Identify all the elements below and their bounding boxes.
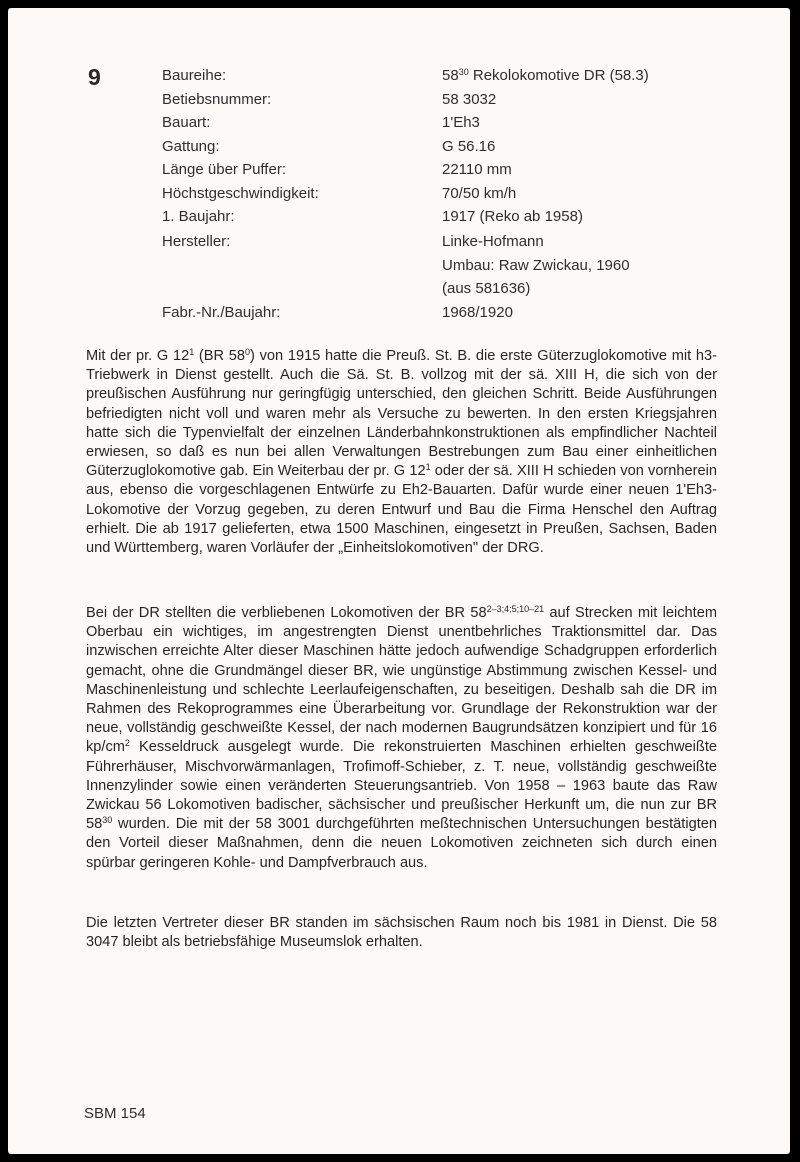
spec-value-bauart: 1'Eh3 <box>442 114 480 131</box>
spec-value-umbau: Umbau: Raw Zwickau, 1960 <box>442 257 630 274</box>
footer-code: SBM 154 <box>84 1105 146 1122</box>
spec-value-betriebsnummer: 58 3032 <box>442 91 497 108</box>
spec-value-baureihe: $58^{30}$ Rekolokomotive DR (58.3) <box>442 67 649 84</box>
spec-value-gattung: G 56.16 <box>442 138 496 155</box>
spec-value-fabr: 1968/1920 <box>442 304 513 321</box>
paragraph-reko: Bei der DR stellten die verbliebenen Lokomotiven der BR 58$^{2-3;4;5;10-21}$ auf Strecken mit leichtem Oberbau ein wichtiges, im angestrengten Dienst unentbehrliches Traktionsmittel dar. Das inzwischen erreichte Alter dieser Maschinen hätte jedoch aufwendige Schadgruppen erforderlich gemacht, ohne die Grundmängel dieser BR, wie ungünstige Abstimmung zwischen Kessel- und Maschinenleistung und schlechte Leerlaufeigenschaften, zu beseitigen. Deshalb sah die DR im Rahmen des Rekoprogrammes eine Überarbeitung vor. Grundlage der Rekonstruktion war der neue, vollständig geschweißte Kessel, der nach modernen Baugrundsätzen konzipiert und für 16 $kp/cm^2$ Kesseldruck ausgelegt wurde. Die rekonstruierten Maschinen erhielten geschweißte Führerhäuser, Mischvorwärmanlagen, Trofimoff-Schieber, z. T. neue, vollständig geschweißte Innenzylinder sowie einen veränderten Steuerungsantrieb. Von 1958 – 1963 baute das Raw Zwickau 56 Lokomotiven badischer, sächsischer und preußischer Herkunft um, die nun zur BR $58^{30}$ wurden. Die mit der 58 3001 durchgeführten meßtechnischen Untersuchungen bestätigten den Vorteil dieser Maßnahmen, denn die neuen Lokomotiven zeichneten sich durch einen spürbar geringeren Kohle- und Dampfverbrauch aus. <box>86 604 717 871</box>
spec-value-baujahr: 1917 (Reko ab 1958) <box>442 208 583 225</box>
spec-value-umbau-aus: (aus 581636) <box>442 280 531 297</box>
paragraph-history: Mit der pr. G $12^1$ (BR $58^0$) von 1915 hatte die Preuß. St. B. die erste Güterzuglokomotive mit h3-Triebwerk in Dienst gestellt. Auch die Sä. St. B. vollzog mit der sä. XIII H, die sich von der preußischen Ausführung nur geringfügig unterschied, den gleichen Schritt. Beide Ausführungen befriedigten nicht voll und waren mehr als Versuche zu bewerten. In den ersten Kriegsjahren hatte sich die Typenvielfalt der einzelnen Länderbahnkonstruktionen als empfindlicher Nachteil erwiesen, so daß es nun bei allen Verwaltungen Bestrebungen zum Bau einer einheitlichen Güterzuglokomotive gab. Ein Weiterbau der pr. G $12^1$ oder der sä. XIII H schieden von vornherein aus, ebenso die vorgeschlagenen Entwürfe zu Eh2-Bauarten. Dafür wurde einer neuen 1'Eh3-Lokomotive der Vorzug gegeben, zu deren Entwurf und Bau die Firma Henschel den Auftrag erhielt. Die ab 1917 gelieferten, etwa 1500 Maschinen, eingesetzt in Preußen, Sachsen, Baden und Württemberg, waren Vorläufer der „Einheitslokomotiven" der DRG. <box>86 347 718 557</box>
card-number: 9 <box>88 64 101 90</box>
spec-label-baureihe: Baureihe: <box>162 67 227 84</box>
card <box>8 8 790 1154</box>
spec-value-hersteller: Linke-Hofmann <box>442 233 544 250</box>
spec-label-gattung: Gattung: <box>162 138 220 155</box>
spec-label-hersteller: Hersteller: <box>162 233 231 250</box>
spec-label-baujahr: 1. Baujahr: <box>162 208 235 225</box>
spec-label-fabr: Fabr.-Nr./Baujahr: <box>162 304 281 321</box>
spec-label-bauart: Bauart: <box>162 114 211 131</box>
spec-value-geschwindigkeit: 70/50 km/h <box>442 185 517 202</box>
spec-value-laenge: 22110 mm <box>442 161 512 178</box>
paragraph-museum: Die letzten Vertreter dieser BR standen im sächsischen Raum noch bis 1981 in Dienst. Die 58 3047 bleibt als betriebsfähige Museumslok erhalten. <box>86 915 717 951</box>
spec-label-betriebsnummer: Betiebsnummer: <box>162 91 272 108</box>
spec-label-geschwindigkeit: Höchstgeschwindigkeit: <box>162 185 319 202</box>
spec-label-laenge: Länge über Puffer: <box>162 161 286 178</box>
